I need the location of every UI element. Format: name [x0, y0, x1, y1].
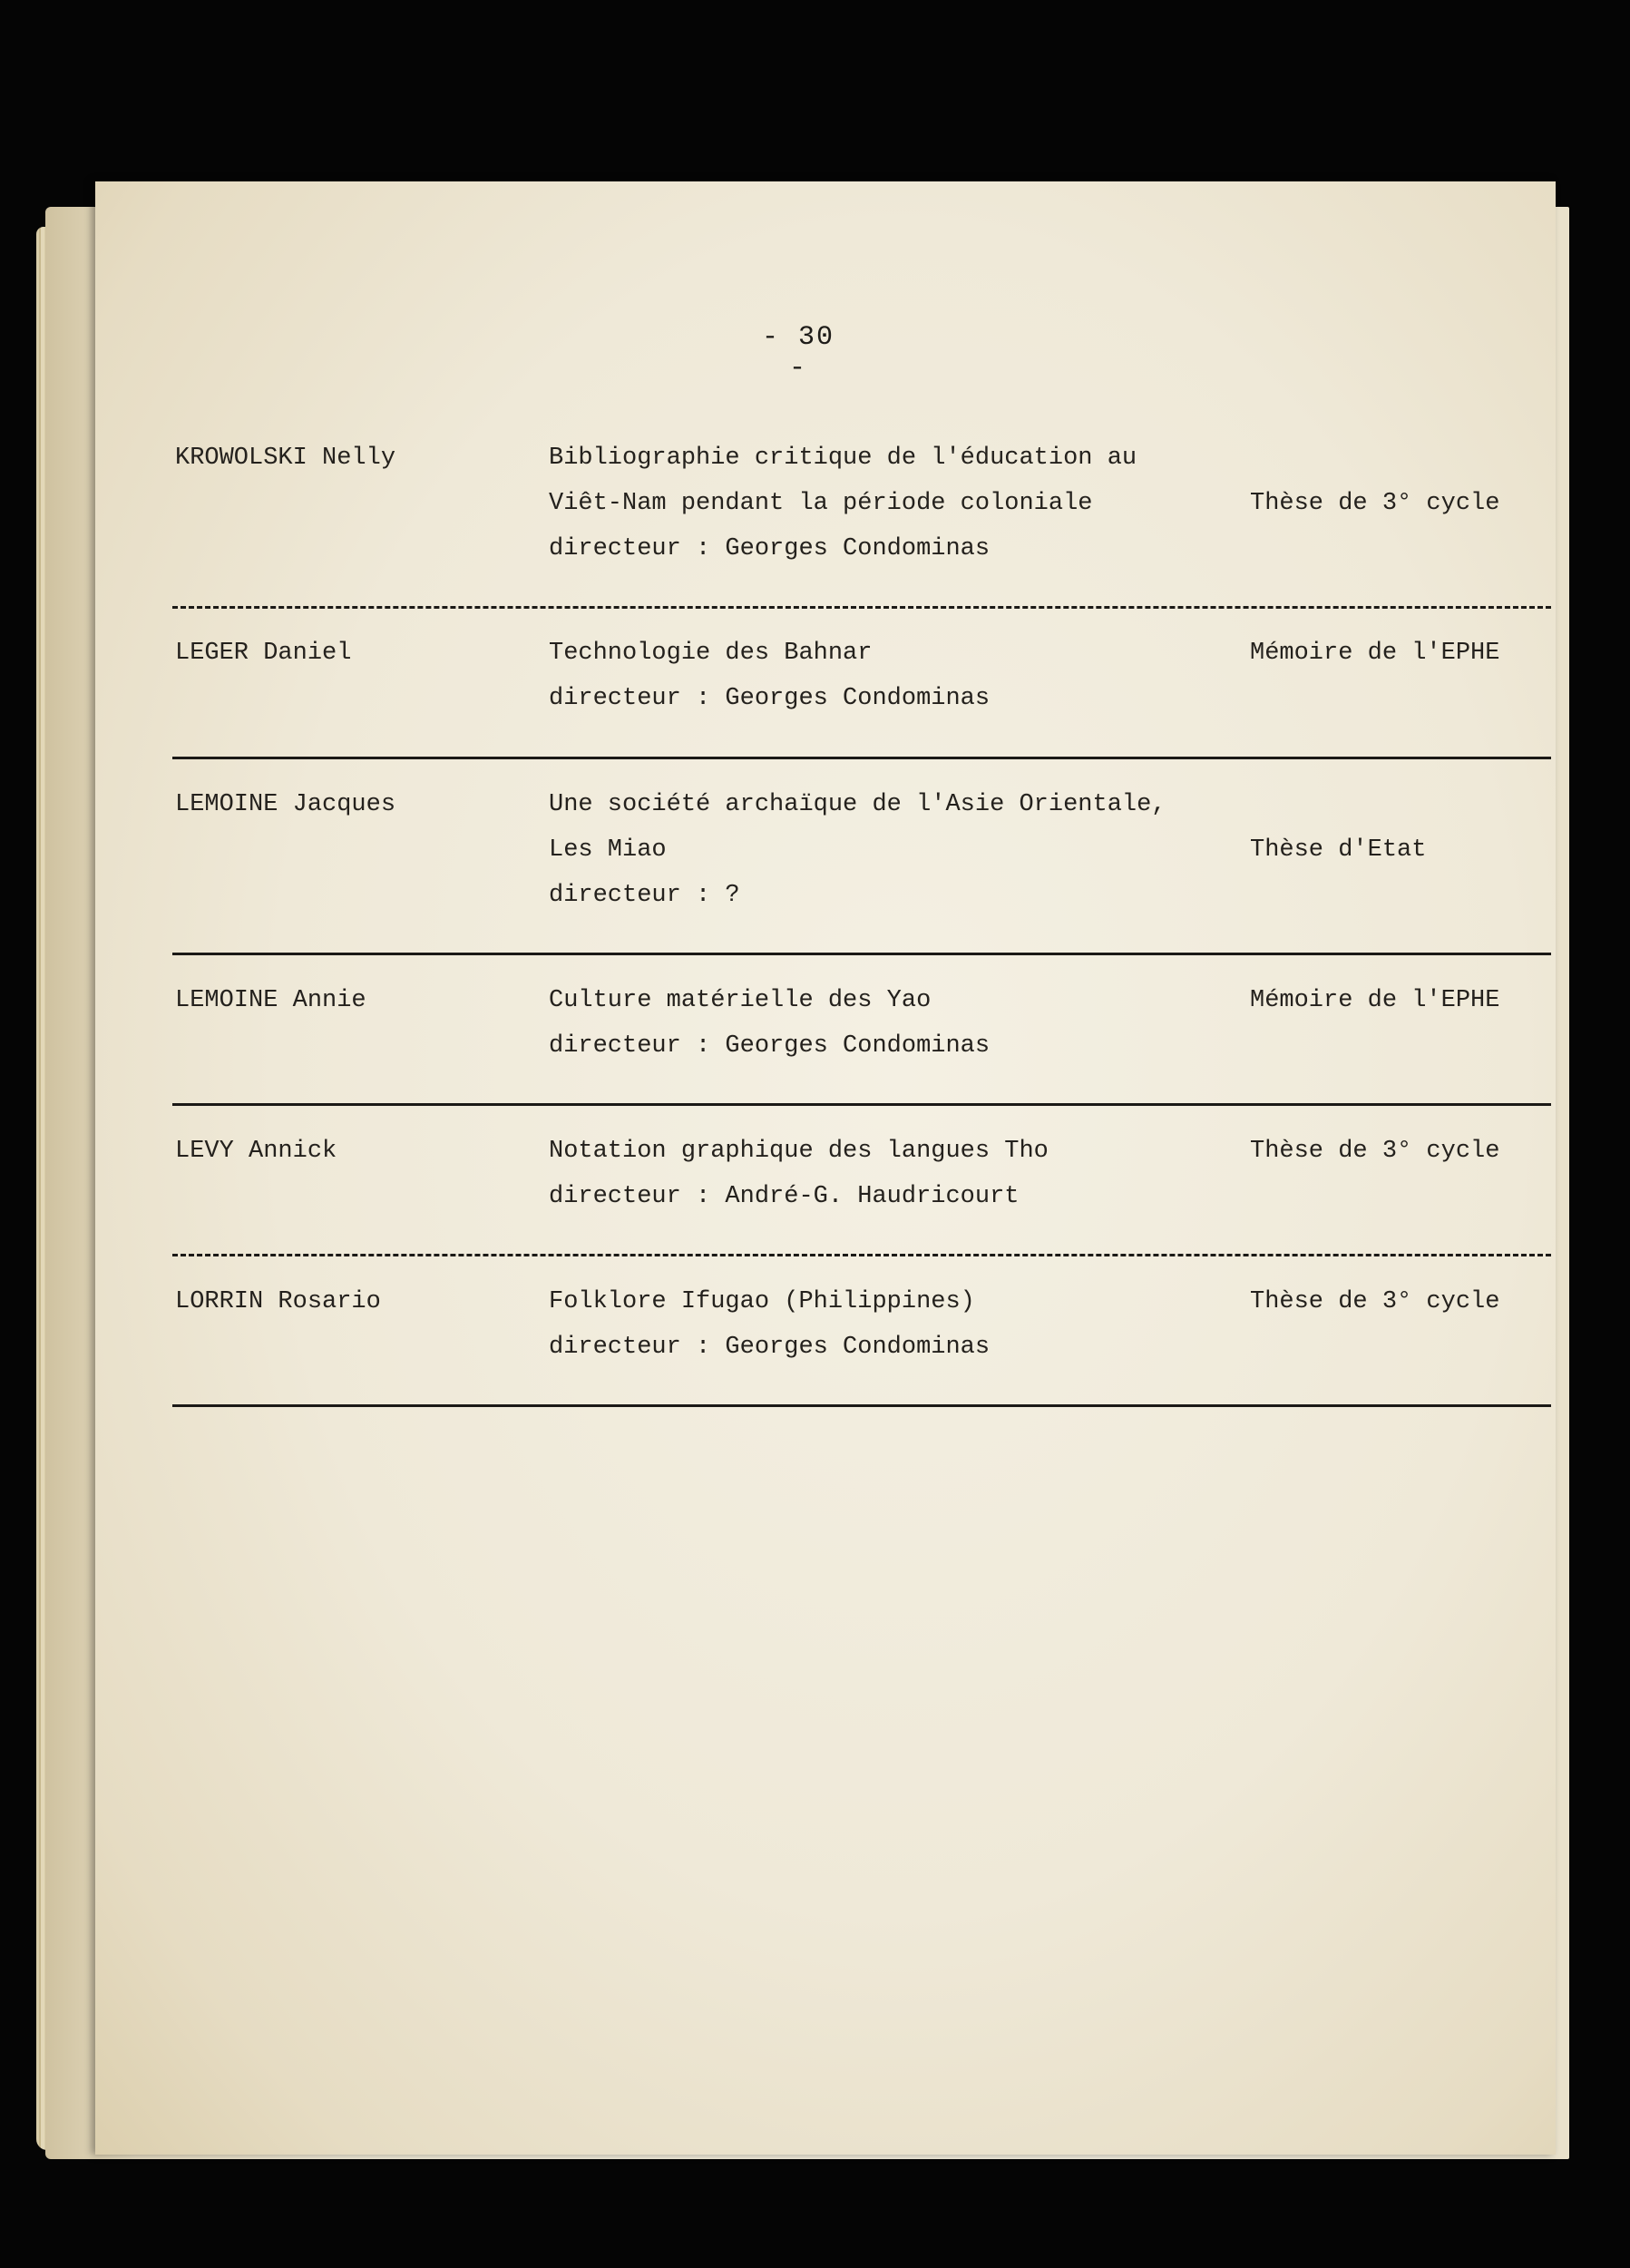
description-line: Technologie des Bahnar [549, 640, 873, 667]
description-line: Viêt-Nam pendant la période coloniale [549, 490, 1093, 517]
entry-name: LEGER Daniel [175, 640, 352, 667]
page-number: - 30 - [761, 322, 835, 384]
description-line: Folklore Ifugao (Philippines) [549, 1288, 975, 1315]
entry-degree: Thèse de 3° cycle [1250, 490, 1500, 517]
separator-rule [172, 1404, 1551, 1407]
entry-name: LEMOINE Annie [175, 987, 366, 1014]
separator-rule [172, 1254, 1551, 1256]
description-line: Une société archaïque de l'Asie Orientale, [549, 791, 1166, 818]
entry-degree: Thèse de 3° cycle [1250, 1288, 1500, 1315]
separator-rule [172, 1103, 1551, 1106]
entry-description [549, 978, 1238, 1069]
separator-rule [172, 606, 1551, 609]
description-line: directeur : Georges Condominas [549, 1032, 991, 1060]
description-line: directeur : Georges Condominas [549, 535, 991, 562]
entry-name: KROWOLSKI Nelly [175, 445, 396, 472]
entry-description [549, 435, 1238, 572]
entry-degree: Thèse de 3° cycle [1250, 1138, 1500, 1165]
description-line: Culture matérielle des Yao [549, 987, 932, 1014]
entry-name: LEVY Annick [175, 1138, 337, 1165]
entry-degree: Mémoire de l'EPHE [1250, 987, 1500, 1014]
separator-rule [172, 953, 1551, 955]
description-line: directeur : Georges Condominas [549, 685, 991, 712]
entry-description [549, 1129, 1238, 1219]
entry-description [549, 782, 1238, 918]
entry-name: LORRIN Rosario [175, 1288, 381, 1315]
description-line: directeur : ? [549, 882, 740, 909]
description-line: directeur : Georges Condominas [549, 1334, 991, 1361]
description-line: Notation graphique des langues Tho [549, 1138, 1049, 1165]
entry-degree: Thèse d'Etat [1250, 836, 1427, 864]
entry-name: LEMOINE Jacques [175, 791, 396, 818]
description-line: directeur : André-G. Haudricourt [549, 1183, 1020, 1210]
entry-description [549, 631, 1238, 721]
entry-description [549, 1279, 1238, 1370]
description-line: Bibliographie critique de l'éducation au [549, 445, 1137, 472]
separator-rule [172, 757, 1551, 759]
description-line: Les Miao [549, 836, 667, 864]
entry-degree: Mémoire de l'EPHE [1250, 640, 1500, 667]
